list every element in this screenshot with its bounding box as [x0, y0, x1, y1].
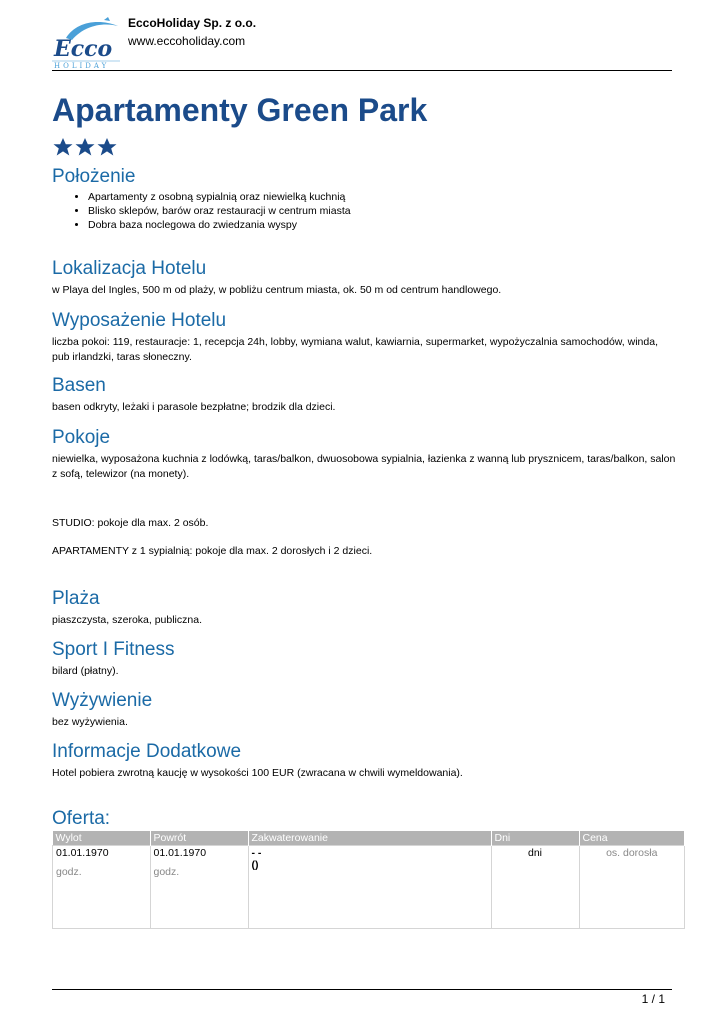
svg-text:Ecco: Ecco	[54, 36, 113, 62]
location-bullet-list	[52, 190, 677, 232]
column-header-wylot: Wylot	[53, 831, 151, 846]
accommodation-name: - -	[251, 847, 262, 859]
page-header	[52, 12, 672, 70]
section-text: Hotel pobiera zwrotną kaucję w wysokości 100 EUR (zwracana w chwili wymeldowania).	[52, 767, 463, 779]
studio-info: STUDIO: pokoje dla max. 2 osób.	[52, 517, 209, 529]
cell-powrot	[150, 846, 248, 929]
section-wyzywienie	[52, 690, 677, 730]
footer-divider	[52, 989, 672, 990]
return-time: godz.	[153, 866, 180, 878]
cell-cena	[579, 846, 685, 929]
section-wyposazenie	[52, 310, 677, 365]
section-heading: Położenie	[52, 166, 136, 187]
section-heading: Plaża	[52, 588, 100, 609]
section-heading: Pokoje	[52, 427, 111, 448]
section-sport	[52, 639, 677, 679]
departure-time: godz.	[56, 866, 82, 878]
accommodation-detail: ()	[251, 859, 259, 871]
price-label: os. dorosła	[606, 847, 658, 859]
return-date: 01.01.1970	[153, 847, 207, 859]
section-text: w Playa del Ingles, 500 m od plaży, w pobliżu centrum miasta, ok. 50 m od centrum handlowego.	[52, 284, 502, 296]
section-text: bilard (płatny).	[52, 665, 119, 677]
star-rating-icon	[52, 137, 118, 159]
apartment-info: APARTAMENTY z 1 sypialnią: pokoje dla max. 2 dorosłych i 2 dzieci.	[52, 545, 373, 557]
list-item: • Apartamenty z osobną sypialnią oraz niewielką kuchnią	[88, 190, 677, 204]
cell-wylot	[53, 846, 151, 929]
days-label: dni	[527, 847, 542, 859]
header-divider	[52, 70, 672, 71]
company-website[interactable]: www.eccoholiday.com	[128, 34, 246, 48]
offer-heading: Oferta:	[52, 808, 111, 829]
column-header-cena: Cena	[579, 831, 685, 846]
section-pokoje	[52, 427, 677, 482]
section-text: piaszczysta, szeroka, publiczna.	[52, 614, 202, 626]
section-heading: Sport I Fitness	[52, 639, 175, 660]
section-informacje	[52, 741, 677, 781]
section-text: niewielka, wyposażona kuchnia z lodówką, taras/balkon, dwuosobowa sypialnia, łazienka z wanną lub prysznicem, taras/balkon, salon z sofą, telewizor (na monety).	[52, 453, 676, 480]
cell-dni	[491, 846, 579, 929]
table-header-row	[53, 831, 685, 846]
section-heading: Informacje Dodatkowe	[52, 741, 242, 762]
page-number: 1 / 1	[641, 992, 665, 1006]
section-heading: Lokalizacja Hotelu	[52, 258, 207, 279]
hotel-name: Apartamenty Green Park	[52, 92, 428, 128]
list-item: • Blisko sklepów, barów oraz restauracji w centrum miasta	[88, 204, 677, 218]
section-heading: Wyżywienie	[52, 690, 153, 711]
section-text: bez wyżywienia.	[52, 716, 128, 728]
section-lokalizacja	[52, 258, 677, 298]
section-heading: Basen	[52, 375, 106, 396]
column-header-dni: Dni	[491, 831, 579, 846]
section-text: liczba pokoi: 119, restauracje: 1, recepcja 24h, lobby, wymiana walut, kawiarnia, supermarket, wypożyczalnia samochodów, winda, pub irlandzki, taras słoneczny.	[52, 336, 658, 363]
section-plaza	[52, 588, 677, 628]
column-header-zakwaterowanie: Zakwaterowanie	[248, 831, 491, 846]
ecco-holiday-logo	[52, 16, 122, 70]
departure-date: 01.01.1970	[56, 847, 109, 859]
section-heading: Wyposażenie Hotelu	[52, 310, 227, 331]
svg-text:HOLIDAY: HOLIDAY	[54, 62, 110, 70]
section-basen	[52, 375, 677, 415]
company-name: EccoHoliday Sp. z o.o.	[128, 16, 257, 30]
section-text: basen odkryty, leżaki i parasole bezpłatne; brodzik dla dzieci.	[52, 401, 336, 413]
list-item: • Dobra baza noclegowa do zwiedzania wyspy	[88, 218, 677, 232]
section-polozenie	[52, 166, 677, 232]
column-header-powrot: Powrót	[150, 831, 248, 846]
table-row	[53, 846, 685, 929]
cell-zakwaterowanie	[248, 846, 491, 929]
offer-table	[52, 831, 685, 929]
